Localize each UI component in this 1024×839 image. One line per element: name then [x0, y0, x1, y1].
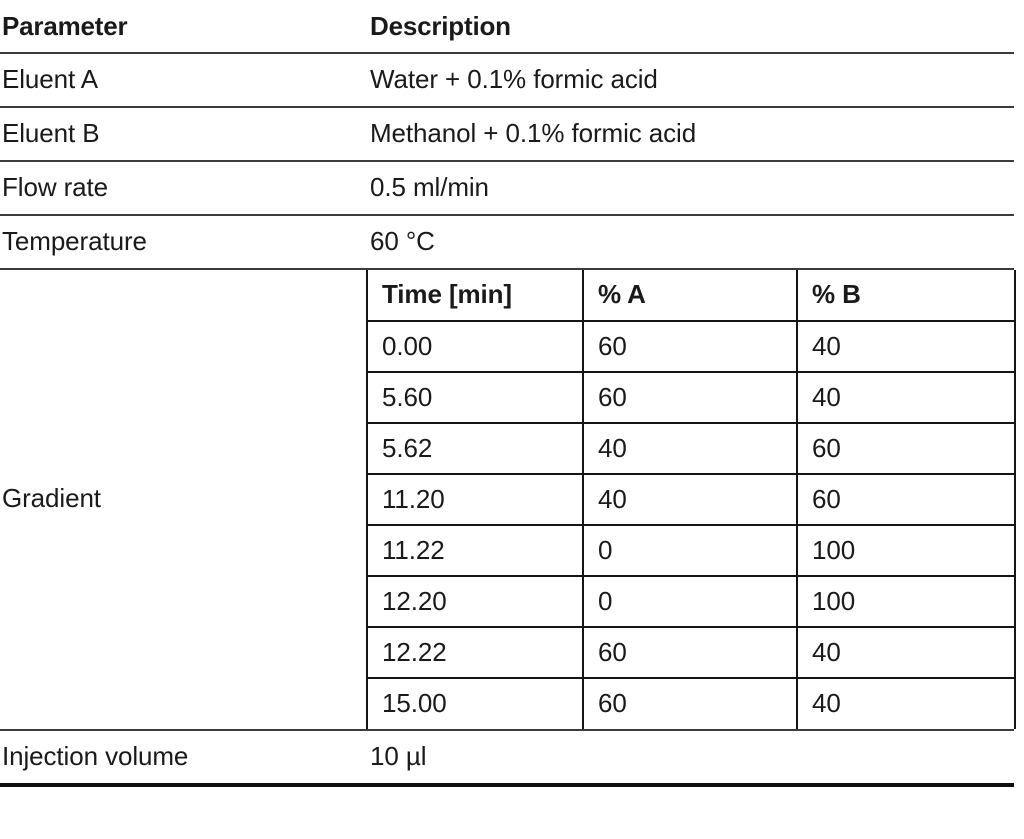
gradient-cell-percent-b: 100 — [797, 576, 1015, 627]
column-header-parameter: Parameter — [0, 0, 366, 53]
gradient-cell-percent-a: 40 — [583, 474, 797, 525]
parameter-label-injection-volume: Injection volume — [0, 730, 366, 785]
description-value-injection-volume: 10 µl — [366, 730, 1014, 785]
gradient-column-header-percent-a: % A — [583, 270, 797, 321]
table-row — [0, 730, 1014, 785]
gradient-cell-percent-a: 0 — [583, 525, 797, 576]
gradient-cell-time: 5.62 — [367, 423, 583, 474]
gradient-cell-time: 15.00 — [367, 678, 583, 729]
gradient-cell-time: 5.60 — [367, 372, 583, 423]
table-row — [0, 53, 1014, 107]
description-value-eluent-b: Methanol + 0.1% formic acid — [366, 107, 1014, 161]
header-row — [0, 0, 1014, 53]
gradient-table-row — [367, 474, 1015, 525]
gradient-cell-percent-b: 60 — [797, 423, 1015, 474]
gradient-cell-time: 12.20 — [367, 576, 583, 627]
gradient-program-table — [366, 270, 1016, 729]
gradient-column-header-time: Time [min] — [367, 270, 583, 321]
table-row — [0, 107, 1014, 161]
table-row — [0, 215, 1014, 269]
parameter-label-gradient-cell — [0, 269, 366, 730]
parameter-label-eluent-b: Eluent B — [0, 107, 366, 161]
gradient-cell-time: 11.20 — [367, 474, 583, 525]
gradient-cell-percent-b: 40 — [797, 372, 1015, 423]
gradient-cell-percent-a: 0 — [583, 576, 797, 627]
gradient-cell-time: 11.22 — [367, 525, 583, 576]
gradient-cell-percent-a: 60 — [583, 627, 797, 678]
column-header-description: Description — [366, 0, 1014, 53]
gradient-cell-percent-a: 60 — [583, 321, 797, 372]
gradient-table-row — [367, 321, 1015, 372]
gradient-cell-percent-a: 60 — [583, 372, 797, 423]
description-value-flow-rate: 0.5 ml/min — [366, 161, 1014, 215]
gradient-column-header-percent-b: % B — [797, 270, 1015, 321]
gradient-cell-percent-a: 60 — [583, 678, 797, 729]
table-body — [0, 53, 1014, 784]
gradient-cell-percent-b: 40 — [797, 627, 1015, 678]
description-value-temperature: 60 °C — [366, 215, 1014, 269]
gradient-cell-time: 12.22 — [367, 627, 583, 678]
gradient-table-cell — [366, 269, 1014, 730]
gradient-table-row — [367, 372, 1015, 423]
gradient-cell-percent-b: 40 — [797, 678, 1015, 729]
parameter-label-gradient: Gradient — [2, 483, 101, 514]
gradient-table-row — [367, 423, 1015, 474]
gradient-table-row — [367, 678, 1015, 729]
gradient-cell-percent-b: 40 — [797, 321, 1015, 372]
gradient-header-row — [367, 270, 1015, 321]
table-row-gradient — [0, 269, 1014, 730]
gradient-cell-percent-b: 100 — [797, 525, 1015, 576]
table-row — [0, 161, 1014, 215]
table-header — [0, 0, 1014, 53]
gradient-cell-percent-b: 60 — [797, 474, 1015, 525]
parameter-label-temperature: Temperature — [0, 215, 366, 269]
gradient-cell-percent-a: 40 — [583, 423, 797, 474]
gradient-table-row — [367, 627, 1015, 678]
gradient-table-row — [367, 525, 1015, 576]
parameter-label-flow-rate: Flow rate — [0, 161, 366, 215]
gradient-table-row — [367, 576, 1015, 627]
description-value-eluent-a: Water + 0.1% formic acid — [366, 53, 1014, 107]
parameter-label-eluent-a: Eluent A — [0, 53, 366, 107]
gradient-cell-time: 0.00 — [367, 321, 583, 372]
